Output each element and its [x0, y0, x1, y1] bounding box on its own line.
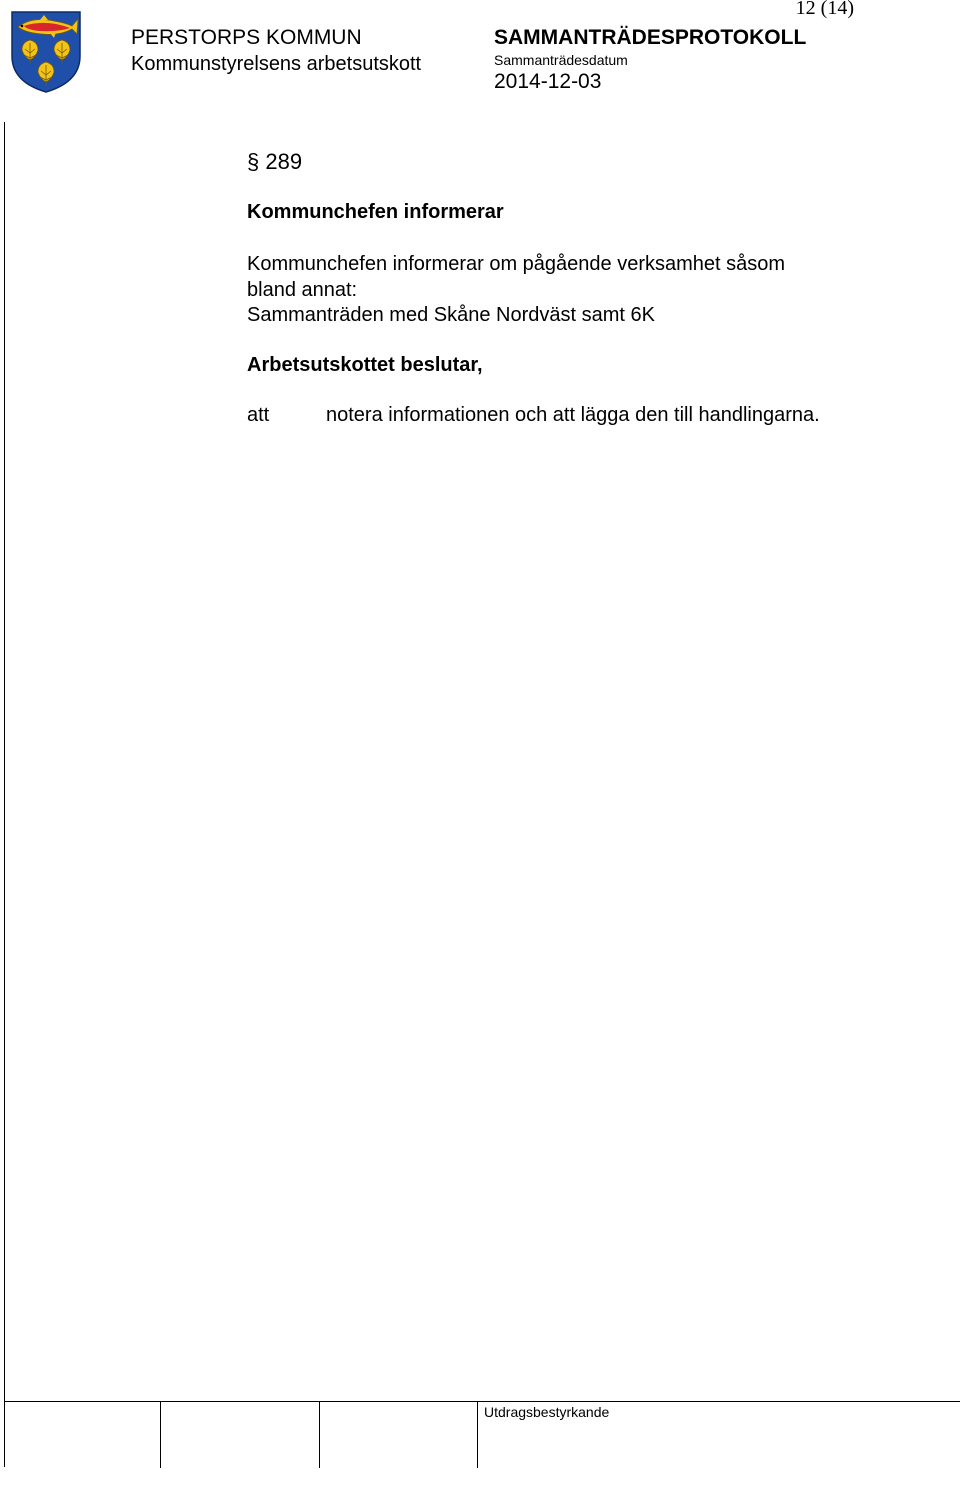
municipality-name: PERSTORPS KOMMUN: [131, 26, 362, 49]
section-content: [247, 146, 937, 428]
section-number-value: 289: [265, 149, 303, 174]
decision-item: [247, 403, 937, 428]
page-number: 12 (14): [795, 0, 854, 19]
decision-prefix: att: [247, 403, 270, 426]
body-line: bland annat:: [247, 278, 358, 301]
coat-of-arms-icon: [10, 10, 82, 94]
meeting-date-label: Sammanträdesdatum: [494, 52, 628, 68]
section-body: [247, 252, 937, 329]
document-type: SAMMANTRÄDESPROTOKOLL: [494, 26, 807, 49]
decision-text: notera informationen och att lägga den till handlingarna.: [326, 403, 820, 426]
extract-certification-label: Utdragsbestyrkande: [484, 1404, 610, 1420]
section-number: [247, 146, 937, 178]
left-margin-rule: [4, 122, 5, 1467]
protocol-header: [494, 25, 806, 95]
signature-box-divider: [319, 1402, 320, 1468]
meeting-date: 2014-12-03: [494, 70, 602, 93]
body-line: Sammanträden med Skåne Nordväst samt 6K: [247, 304, 655, 326]
committee-name: Kommunstyrelsens arbetsutskott: [131, 53, 422, 75]
decision-heading: Arbetsutskottet beslutar,: [247, 353, 483, 376]
municipality-header: [131, 25, 421, 77]
footer-rule: [4, 1401, 960, 1402]
section-sign: §: [247, 149, 260, 174]
body-line: Kommunchefen informerar om pågående verksamhet såsom: [247, 253, 786, 275]
signature-box-divider: [477, 1402, 478, 1468]
section-title: Kommunchefen informerar: [247, 201, 504, 223]
signature-box-divider: [160, 1402, 161, 1468]
